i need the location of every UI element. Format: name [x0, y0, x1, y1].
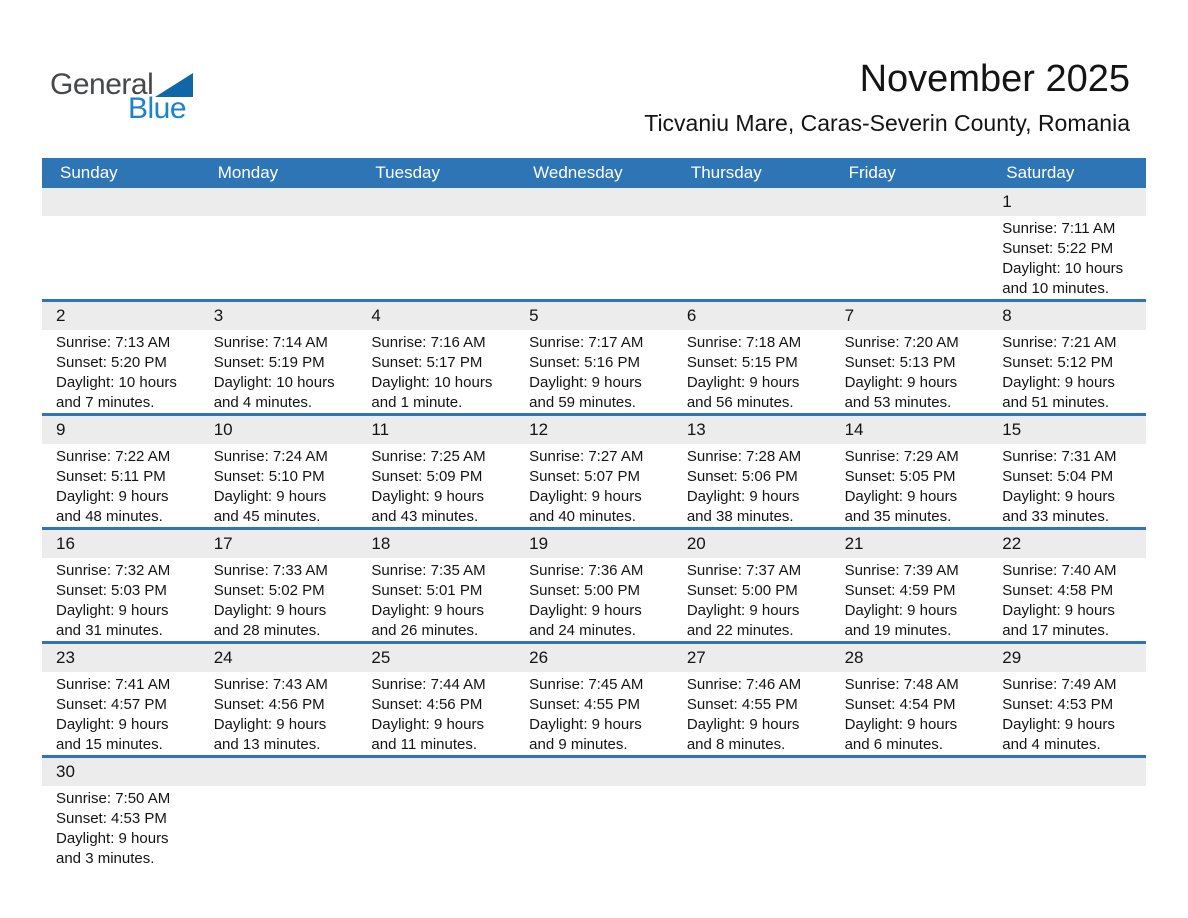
calendar-empty-cell — [42, 188, 200, 299]
calendar-empty-cell — [831, 758, 989, 869]
day-number: 11 — [371, 420, 390, 439]
day-number-strip — [42, 416, 200, 444]
day-number-strip — [831, 758, 989, 786]
day-number: 14 — [844, 420, 864, 439]
sunrise-text: Sunrise: 7:31 AM — [1002, 448, 1117, 465]
calendar-day-cell — [357, 530, 515, 641]
sunrise-text: Sunrise: 7:25 AM — [371, 448, 486, 465]
sunset-text: Sunset: 5:09 PM — [371, 468, 483, 485]
daylight-text: Daylight: 9 hours and 31 minutes. — [56, 602, 169, 639]
daylight-text: Daylight: 9 hours and 33 minutes. — [1002, 488, 1115, 525]
daylight-text: Daylight: 9 hours and 19 minutes. — [844, 602, 958, 639]
day-number-strip — [673, 758, 831, 786]
day-number-strip — [357, 188, 515, 216]
calendar-empty-cell — [357, 188, 515, 299]
sunset-text: Sunset: 4:55 PM — [529, 696, 641, 713]
day-number-strip — [988, 416, 1146, 444]
sunset-text: Sunset: 4:58 PM — [1002, 582, 1114, 599]
day-number-strip — [673, 302, 831, 330]
sunrise-text: Sunrise: 7:24 AM — [213, 448, 328, 465]
sunset-text: Sunset: 5:00 PM — [529, 582, 641, 599]
day-number: 20 — [686, 534, 706, 553]
daylight-text: Daylight: 9 hours and 13 minutes. — [213, 716, 327, 753]
day-number: 5 — [529, 306, 539, 325]
calendar-day-cell — [42, 416, 200, 527]
daylight-text: Daylight: 9 hours and 40 minutes. — [529, 488, 642, 525]
calendar-empty-cell — [200, 188, 358, 299]
week-row — [42, 188, 1146, 302]
day-details — [357, 672, 515, 755]
calendar-day-cell — [988, 530, 1146, 641]
day-details — [673, 216, 831, 219]
sunset-text: Sunset: 5:15 PM — [686, 354, 798, 371]
day-details — [357, 558, 515, 641]
day-number-strip — [673, 188, 831, 216]
day-details — [42, 330, 200, 413]
day-number-strip — [673, 416, 831, 444]
calendar-day-cell — [515, 644, 673, 755]
daylight-text: Daylight: 9 hours and 53 minutes. — [844, 374, 958, 411]
daylight-text: Daylight: 9 hours and 56 minutes. — [686, 374, 800, 411]
sunset-text: Sunset: 5:07 PM — [529, 468, 641, 485]
daylight-text: Daylight: 10 hours and 7 minutes. — [56, 374, 177, 411]
calendar-day-cell — [515, 302, 673, 413]
location-subtitle: Ticvaniu Mare, Caras-Severin County, Romania — [644, 109, 1130, 136]
week-row — [42, 644, 1146, 758]
day-details — [42, 216, 200, 219]
logo-text-blue: Blue — [128, 91, 187, 125]
day-details — [200, 444, 358, 527]
sunrise-text: Sunrise: 7:16 AM — [371, 334, 486, 351]
sunrise-text: Sunrise: 7:21 AM — [1002, 334, 1117, 351]
sunset-text: Sunset: 5:13 PM — [844, 354, 956, 371]
day-details — [673, 672, 831, 755]
day-number-strip — [357, 302, 515, 330]
calendar-day-cell — [357, 416, 515, 527]
day-number-strip — [42, 188, 200, 216]
sunset-text: Sunset: 5:20 PM — [56, 354, 167, 371]
day-number-strip — [831, 302, 989, 330]
day-number-strip — [357, 416, 515, 444]
day-details — [357, 330, 515, 413]
calendar-empty-cell — [200, 758, 358, 869]
calendar-day-cell — [42, 302, 200, 413]
day-number: 18 — [371, 534, 391, 553]
calendar-day-cell — [831, 302, 989, 413]
sunrise-text: Sunrise: 7:40 AM — [1002, 562, 1117, 579]
day-number: 4 — [371, 306, 381, 325]
calendar-day-cell — [673, 302, 831, 413]
day-number-strip — [831, 188, 989, 216]
day-number-strip — [515, 416, 673, 444]
day-details — [831, 786, 989, 789]
sunset-text: Sunset: 4:53 PM — [1002, 696, 1114, 713]
day-number: 17 — [213, 534, 233, 553]
sunrise-text: Sunrise: 7:41 AM — [56, 676, 171, 693]
calendar-day-cell — [988, 188, 1146, 299]
calendar-day-cell — [673, 416, 831, 527]
sunset-text: Sunset: 5:06 PM — [686, 468, 798, 485]
day-number: 19 — [529, 534, 549, 553]
week-row — [42, 530, 1146, 644]
daylight-text: Daylight: 9 hours and 15 minutes. — [56, 716, 169, 753]
day-number: 25 — [371, 648, 391, 667]
calendar-day-cell — [515, 530, 673, 641]
day-number: 27 — [686, 648, 706, 667]
day-number-strip — [831, 530, 989, 558]
calendar-empty-cell — [357, 758, 515, 869]
day-details — [357, 786, 515, 789]
day-details — [988, 558, 1146, 641]
general-blue-logo — [50, 70, 193, 124]
sunset-text: Sunset: 4:57 PM — [56, 696, 167, 713]
day-details — [831, 330, 989, 413]
day-details — [988, 786, 1146, 789]
day-number-strip — [988, 188, 1146, 216]
day-details — [200, 330, 358, 413]
day-number: 10 — [213, 420, 233, 439]
titles-block — [644, 56, 1130, 139]
sunrise-text: Sunrise: 7:49 AM — [1002, 676, 1117, 693]
sunrise-text: Sunrise: 7:18 AM — [686, 334, 802, 351]
day-number-strip — [42, 758, 200, 786]
day-details — [515, 216, 673, 219]
day-number-strip — [42, 302, 200, 330]
day-details — [42, 444, 200, 527]
day-number-strip — [515, 758, 673, 786]
day-number-strip — [357, 758, 515, 786]
day-number: 15 — [1002, 420, 1022, 439]
day-number: 6 — [686, 306, 697, 325]
weekday-header-thursday: Thursday — [690, 163, 762, 182]
sunrise-text: Sunrise: 7:29 AM — [844, 448, 959, 465]
day-number: 13 — [686, 420, 706, 439]
day-number: 7 — [844, 306, 855, 325]
day-number-strip — [357, 644, 515, 672]
day-number-strip — [357, 530, 515, 558]
day-details — [200, 558, 358, 641]
daylight-text: Daylight: 9 hours and 24 minutes. — [529, 602, 642, 639]
day-details — [673, 558, 831, 641]
calendar-table — [42, 158, 1146, 869]
logo-text-general: General — [50, 68, 154, 101]
sunrise-text: Sunrise: 7:17 AM — [529, 334, 644, 351]
daylight-text: Daylight: 9 hours and 6 minutes. — [844, 716, 958, 753]
daylight-text: Daylight: 9 hours and 28 minutes. — [213, 602, 327, 639]
day-number: 28 — [844, 648, 864, 667]
calendar-day-cell — [831, 644, 989, 755]
day-details — [831, 216, 989, 219]
calendar-day-cell — [200, 302, 358, 413]
sunrise-text: Sunrise: 7:43 AM — [213, 676, 328, 693]
day-number: 16 — [56, 534, 75, 553]
calendar-grid — [42, 188, 1146, 869]
day-details — [515, 330, 673, 413]
day-details — [200, 786, 358, 789]
calendar-day-cell — [673, 644, 831, 755]
sunset-text: Sunset: 5:05 PM — [844, 468, 956, 485]
day-details — [200, 216, 358, 219]
sunrise-text: Sunrise: 7:22 AM — [56, 448, 171, 465]
day-details — [831, 558, 989, 641]
sunset-text: Sunset: 4:53 PM — [56, 810, 167, 827]
week-row — [42, 758, 1146, 869]
sunrise-text: Sunrise: 7:35 AM — [371, 562, 486, 579]
day-details — [673, 444, 831, 527]
day-details — [357, 216, 515, 219]
sunrise-text: Sunrise: 7:44 AM — [371, 676, 486, 693]
day-number: 3 — [213, 306, 224, 325]
sunrise-text: Sunrise: 7:14 AM — [213, 334, 328, 351]
calendar-day-cell — [200, 644, 358, 755]
day-number-strip — [831, 644, 989, 672]
daylight-text: Daylight: 9 hours and 3 minutes. — [56, 830, 169, 867]
sunrise-text: Sunrise: 7:46 AM — [686, 676, 802, 693]
day-details — [515, 444, 673, 527]
daylight-text: Daylight: 9 hours and 38 minutes. — [686, 488, 800, 525]
day-number-strip — [200, 758, 358, 786]
calendar-day-cell — [42, 758, 200, 869]
calendar-day-cell — [988, 644, 1146, 755]
sunset-text: Sunset: 4:56 PM — [213, 696, 325, 713]
weekday-header-saturday: Saturday — [1006, 163, 1075, 182]
day-number-strip — [200, 302, 358, 330]
daylight-text: Daylight: 9 hours and 45 minutes. — [213, 488, 327, 525]
day-number-strip — [988, 530, 1146, 558]
day-details — [42, 786, 200, 869]
calendar-day-cell — [515, 416, 673, 527]
day-number-strip — [988, 302, 1146, 330]
sunset-text: Sunset: 5:04 PM — [1002, 468, 1114, 485]
day-number: 29 — [1002, 648, 1022, 667]
day-details — [988, 216, 1146, 299]
calendar-empty-cell — [515, 188, 673, 299]
day-number: 12 — [529, 420, 549, 439]
calendar-empty-cell — [988, 758, 1146, 869]
day-details — [42, 558, 200, 641]
daylight-text: Daylight: 9 hours and 35 minutes. — [844, 488, 958, 525]
day-number: 23 — [56, 648, 75, 667]
sunset-text: Sunset: 5:16 PM — [529, 354, 641, 371]
sunset-text: Sunset: 5:17 PM — [371, 354, 483, 371]
day-details — [988, 330, 1146, 413]
sunset-text: Sunset: 5:10 PM — [213, 468, 325, 485]
page-title: November 2025 — [859, 58, 1130, 100]
sunrise-text: Sunrise: 7:36 AM — [529, 562, 644, 579]
day-details — [673, 330, 831, 413]
day-number-strip — [200, 530, 358, 558]
sunrise-text: Sunrise: 7:48 AM — [844, 676, 959, 693]
daylight-text: Daylight: 9 hours and 48 minutes. — [56, 488, 169, 525]
sunset-text: Sunset: 5:12 PM — [1002, 354, 1114, 371]
week-row — [42, 416, 1146, 530]
day-number: 1 — [1002, 192, 1012, 211]
day-details — [831, 672, 989, 755]
sunset-text: Sunset: 5:02 PM — [213, 582, 325, 599]
sunset-text: Sunset: 4:56 PM — [371, 696, 483, 713]
sunrise-text: Sunrise: 7:28 AM — [686, 448, 802, 465]
day-details — [357, 444, 515, 527]
calendar-day-cell — [357, 302, 515, 413]
day-number-strip — [515, 188, 673, 216]
sunset-text: Sunset: 4:59 PM — [844, 582, 956, 599]
day-number: 9 — [56, 420, 66, 439]
daylight-text: Daylight: 9 hours and 4 minutes. — [1002, 716, 1115, 753]
day-number: 8 — [1002, 306, 1012, 325]
calendar-day-cell — [988, 416, 1146, 527]
sunset-text: Sunset: 5:03 PM — [56, 582, 167, 599]
weekday-header-wednesday: Wednesday — [533, 163, 623, 182]
day-number: 22 — [1002, 534, 1022, 553]
sunset-text: Sunset: 5:01 PM — [371, 582, 483, 599]
sunset-text: Sunset: 4:55 PM — [686, 696, 798, 713]
sunrise-text: Sunrise: 7:20 AM — [844, 334, 959, 351]
day-number-strip — [200, 188, 358, 216]
sunset-text: Sunset: 5:19 PM — [213, 354, 325, 371]
sunset-text: Sunset: 5:00 PM — [686, 582, 798, 599]
weekday-header-monday: Monday — [217, 163, 279, 182]
daylight-text: Daylight: 9 hours and 17 minutes. — [1002, 602, 1115, 639]
day-number-strip — [673, 644, 831, 672]
calendar-day-cell — [673, 530, 831, 641]
day-details — [988, 444, 1146, 527]
sunrise-text: Sunrise: 7:37 AM — [686, 562, 802, 579]
sunrise-text: Sunrise: 7:13 AM — [56, 334, 171, 351]
calendar-day-cell — [831, 416, 989, 527]
day-number: 30 — [56, 762, 75, 781]
calendar-empty-cell — [515, 758, 673, 869]
daylight-text: Daylight: 9 hours and 43 minutes. — [371, 488, 484, 525]
daylight-text: Daylight: 9 hours and 59 minutes. — [529, 374, 642, 411]
calendar-day-cell — [988, 302, 1146, 413]
sunrise-text: Sunrise: 7:50 AM — [56, 790, 171, 807]
day-number-strip — [673, 530, 831, 558]
daylight-text: Daylight: 9 hours and 22 minutes. — [686, 602, 800, 639]
calendar-empty-cell — [673, 188, 831, 299]
day-number: 24 — [213, 648, 233, 667]
sunset-text: Sunset: 5:22 PM — [1002, 240, 1114, 257]
day-number-strip — [831, 416, 989, 444]
day-details — [515, 558, 673, 641]
sunrise-text: Sunrise: 7:33 AM — [213, 562, 328, 579]
sunset-text: Sunset: 5:11 PM — [56, 468, 166, 485]
sunrise-text: Sunrise: 7:39 AM — [844, 562, 959, 579]
day-number-strip — [42, 530, 200, 558]
day-details — [988, 672, 1146, 755]
weekday-header-row — [42, 158, 1146, 188]
day-details — [42, 672, 200, 755]
weekday-header-tuesday: Tuesday — [375, 163, 440, 182]
daylight-text: Daylight: 9 hours and 51 minutes. — [1002, 374, 1115, 411]
day-number-strip — [988, 758, 1146, 786]
calendar-day-cell — [200, 416, 358, 527]
day-number: 2 — [56, 306, 66, 325]
day-details — [200, 672, 358, 755]
daylight-text: Daylight: 10 hours and 1 minute. — [371, 374, 493, 411]
calendar-day-cell — [357, 644, 515, 755]
day-details — [673, 786, 831, 789]
day-number-strip — [200, 644, 358, 672]
day-number: 21 — [844, 534, 864, 553]
sunrise-text: Sunrise: 7:32 AM — [56, 562, 171, 579]
calendar-empty-cell — [673, 758, 831, 869]
day-number-strip — [515, 644, 673, 672]
day-details — [515, 786, 673, 789]
daylight-text: Daylight: 9 hours and 11 minutes. — [371, 716, 484, 753]
sunrise-text: Sunrise: 7:45 AM — [529, 676, 644, 693]
sunset-text: Sunset: 4:54 PM — [844, 696, 956, 713]
day-number: 26 — [529, 648, 549, 667]
daylight-text: Daylight: 10 hours and 10 minutes. — [1002, 260, 1124, 297]
day-number-strip — [42, 644, 200, 672]
calendar-day-cell — [831, 530, 989, 641]
day-number-strip — [515, 530, 673, 558]
weekday-header-friday: Friday — [848, 163, 896, 182]
day-number-strip — [515, 302, 673, 330]
day-number-strip — [988, 644, 1146, 672]
daylight-text: Daylight: 9 hours and 26 minutes. — [371, 602, 484, 639]
daylight-text: Daylight: 10 hours and 4 minutes. — [213, 374, 335, 411]
daylight-text: Daylight: 9 hours and 9 minutes. — [529, 716, 642, 753]
week-row — [42, 302, 1146, 416]
day-details — [515, 672, 673, 755]
day-details — [831, 444, 989, 527]
calendar-day-cell — [42, 644, 200, 755]
day-number-strip — [200, 416, 358, 444]
daylight-text: Daylight: 9 hours and 8 minutes. — [686, 716, 800, 753]
calendar-empty-cell — [831, 188, 989, 299]
calendar-day-cell — [200, 530, 358, 641]
weekday-header-sunday: Sunday — [60, 163, 118, 182]
sunrise-text: Sunrise: 7:11 AM — [1002, 220, 1116, 237]
calendar-day-cell — [42, 530, 200, 641]
sunrise-text: Sunrise: 7:27 AM — [529, 448, 644, 465]
